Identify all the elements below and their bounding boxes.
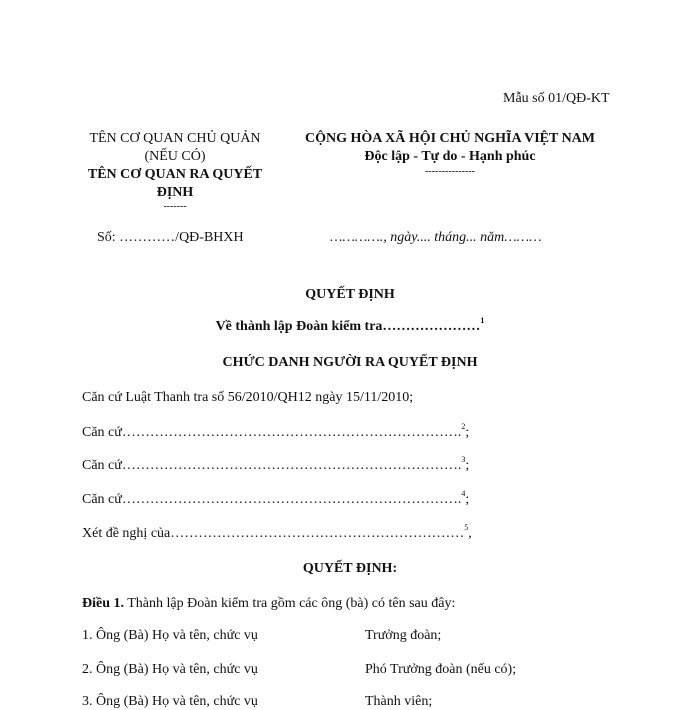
national-title: CỘNG HÒA XÃ HỘI CHỦ NGHĨA VIỆT NAM [304,131,595,146]
member-role: Thành viên; [365,694,433,709]
member-name: 2. Ông (Bà) Họ và tên, chức vụ [82,662,258,677]
article-1-text: Thành lập Đoàn kiểm tra gồm các ông (bà) có tên sau đây: [124,596,456,611]
issuing-agency-line2: ĐỊNH [156,185,194,200]
footnote-ref: 2 [461,422,466,432]
authority-title: CHỨC DANH NGƯỜI RA QUYẾT ĐỊNH [222,355,478,370]
basis-item: Xét đề nghị của………………………………………………………$^5$, [82,523,472,541]
document-title: QUYẾT ĐỊNH [305,287,395,302]
document-subtitle: Về thành lập Đoàn kiểm tra…………………$^1$ [215,316,485,334]
member-name: 1. Ông (Bà) Họ và tên, chức vụ [82,628,258,643]
footnote-ref: 4 [461,489,466,499]
article-1-label: Điều 1. [82,596,124,611]
basis-item: Căn cứ……………………………………………………………….$^3$; [82,455,470,473]
footnote-ref: 5 [464,523,469,533]
basis-item: Căn cứ Luật Thanh tra số 56/2010/QH12 ngày 15/11/2010; [82,390,414,405]
national-motto: Độc lập - Tự do - Hạnh phúc [364,149,536,164]
article-1 [82,596,455,612]
footnote-ref: 1 [480,316,485,326]
member-name: 3. Ông (Bà) Họ và tên, chức vụ [82,694,258,709]
basis-item: Căn cứ……………………………………………………………….$^4$; [82,489,470,507]
member-role: Phó Trưởng đoàn (nếu có); [365,662,517,677]
decision-heading: QUYẾT ĐỊNH: [302,561,398,576]
basis-item: Căn cứ……………………………………………………………….$^2$; [82,422,470,440]
footnote-ref: 3 [461,455,466,465]
parent-agency-note: (NẾU CÓ) [144,149,206,164]
place-date: …………., ngày.... tháng... năm……… [330,230,542,245]
form-code: Mẫu số 01/QĐ-KT [503,91,610,106]
left-header-rule: ------- [163,201,187,212]
document-number: Số: …………/QĐ-BHXH [97,230,244,245]
issuing-agency-line1: TÊN CƠ QUAN RA QUYẾT [87,167,263,182]
right-header-rule: --------------- [425,166,475,177]
member-role: Trưởng đoàn; [365,628,442,643]
parent-agency: TÊN CƠ QUAN CHỦ QUẢN [89,131,261,146]
